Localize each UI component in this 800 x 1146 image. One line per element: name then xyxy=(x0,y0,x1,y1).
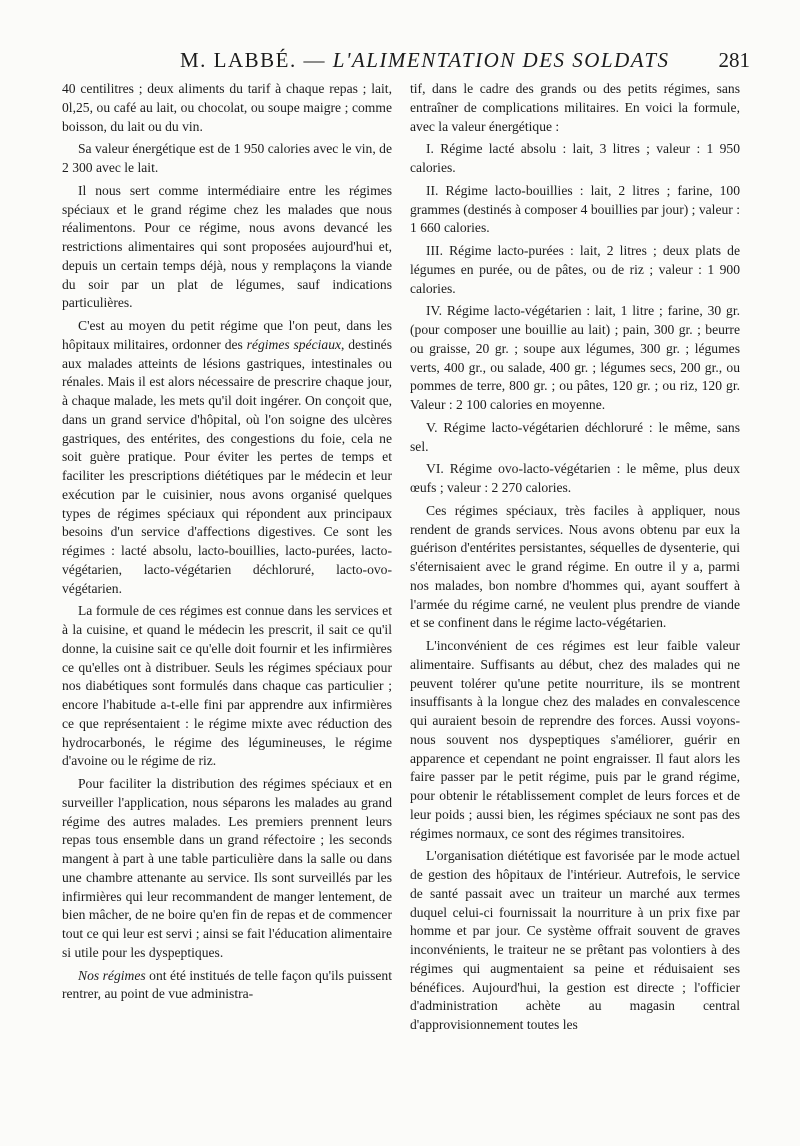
left-paragraph-1: 40 centilitres ; deux aliments du tarif à chaque repas ; lait, 0l,25, ou café au lait, ou chocolat, ou soupe maigre ; comme boisson, du lait ou du vin. xyxy=(62,81,392,134)
header-title xyxy=(180,48,670,73)
left-paragraph-4-italic: régimes spéciaux xyxy=(246,336,342,352)
left-paragraph-3: Il nous sert comme intermédiaire entre les régimes spéciaux et le grand régime chez les malades que nous réalimentons. Pour ce régime, nous avons devancé les restrictions alimentaires qui sont proposées aujourd'hui et, depuis un certain temps déjà, nous y remplaçons la viande du soir par un plat de légumes, sauf indications particulières. xyxy=(62,182,392,311)
left-column xyxy=(62,80,392,1008)
regime-item-4: IV. Régime lacto-végétarien : lait, 1 litre ; farine, 30 gr. (pour composer une bouillie au lait) ; pain, 300 gr. ; beurre ou graisse, 20 gr. ; soupe aux légumes, 300 gr. ; légumes verts, 400 gr., ou salade, 400 gr. ; légumes secs, 200 gr., ou pommes de terre, 800 gr. ; ou pâtes, 120 gr. ; ou riz, 120 gr. Valeur : 2 100 calories en moyenne. xyxy=(410,303,740,412)
right-paragraph-3: L'inconvénient de ces régimes est leur faible valeur alimentaire. Suffisants au début, chez des malades qui ne peuvent tolérer qu'une petite nourriture, ils se montrent insuffisants à la longue chez des malades en convalescence qui auraient besoin de reprendre des forces. Aussi voyons-nous souvent nos dyspeptiques s'améliorer, guérir en apparence et cependant ne point engraisser. Il faut alors les faire passer par le petit régime, puis par le grand régime, pour obtenir le rétablissement complet de leurs forces et de leur poids ; aussi bien, les régimes spéciaux ne sont pas des régimes normaux, ce sont des régimes transitoires. xyxy=(410,638,740,841)
left-paragraph-6: Pour faciliter la distribution des régimes spéciaux et en surveiller l'application, nous séparons les malades au grand régime des autres malades. Les premiers prennent leurs repas tous ensemble dans un grand réfectoire ; les seconds mangent à part à une table particulière dans la salle ou dans une chambre attenante au service. Ils sont surveillés par les infirmières qui leur recommandent de manger lentement, de bien mâcher, de ne boire qu'en fin de repas et de commencer tout ce qui leur est servi ; ainsi se fait l'éducation alimentaire si utile pour les dyspeptiques. xyxy=(62,776,392,960)
regime-item-5: V. Régime lacto-végétarien déchloruré : le même, sans sel. xyxy=(410,419,740,454)
left-paragraph-7-text: ont été institués de telle façon qu'ils puissent rentrer, au point de vue administra- xyxy=(62,967,393,1002)
left-paragraph-7 xyxy=(62,967,392,1005)
left-paragraph-4-start: C'est au moyen du petit régime que l'on peut, dans les hôpitaux militaires, ordonner des xyxy=(62,318,392,352)
right-paragraph-1: tif, dans le cadre des grands ou des petits régimes, sans entraîner de complications militaires. En voici la formule, avec la valeur énergétique : xyxy=(410,81,740,134)
page-number: 281 xyxy=(718,48,750,72)
left-paragraph-7-italic: Nos régimes xyxy=(78,967,146,983)
header-dash: — xyxy=(296,48,333,72)
left-paragraph-5: La formule de ces régimes est connue dans les services et à la cuisine, et quand le médecin les prescrit, il sait ce qu'il donne, la cuisine sait ce qu'elle doit fournir et les infirmières ce qu'elles ont à distribuer. Seuls les régimes spéciaux pour nos diabétiques sont formulés dans chaque cas particulier ; encore l'habitude a-t-elle fini par apprendre aux infirmières ce que représentaient : le régime mixte avec réduction des hydrocarbonés, le régime des légumineuses, le régime d'avoine ou le régime de riz. xyxy=(62,603,392,769)
header-journal-title: L'ALIMENTATION DES SOLDATS xyxy=(332,48,670,72)
left-paragraph-2: Sa valeur énergétique est de 1 950 calories avec le vin, de 2 300 avec le lait. xyxy=(62,141,392,175)
regime-item-3: III. Régime lacto-purées : lait, 2 litres ; deux plats de légumes en purée, ou de pâtes, ou de riz ; valeur : 1 900 calories. xyxy=(410,243,740,296)
left-paragraph-4-end: , destinés aux malades atteints de lésions gastriques, intestinales ou rénales. Mais il est alors nécessaire de prescrire chaque jour, à chaque malade, les mets qu'il doit ingérer. On conçoit que, dans un grand service d'hôpital, où l'on soigne des ulcères gastriques, des entérites, des congestions du foie, cela ne soit guère pratique. Pour éviter les pertes de temps et faciliter les prescriptions diététiques par le médecin et leur exécution par le cuisinier, nous avons organisé quelques types de régimes spéciaux qui répondent aux principaux besoins d'un service d'affections digestives. Ce sont les régimes : lacté absolu, lacto-bouillies, lacto-purées, lacto-végétarien, lacto-végétarien déchloruré, lacto-ovo-végétarien. xyxy=(62,336,393,596)
right-paragraph-4: L'organisation diététique est favorisée par le mode actuel de gestion des hôpitaux de l'intérieur. Autrefois, le service de santé passait avec un traiteur un marché aux termes duquel celui-ci fournissait la nourriture à un prix fixe par homme et par jour. Ce système offrait souvent de graves inconvénients, le traiteur ne se prêtant pas volontiers à des régimes qui augmentaient sa peine et réduisaient ses bénéfices. Aujourd'hui, la gestion est directe ; l'officier d'administration achète au magasin central d'approvisionnement toutes les xyxy=(410,848,740,1032)
running-header xyxy=(60,48,750,78)
left-paragraph-4 xyxy=(62,317,392,598)
header-author: M. LABBÉ. xyxy=(180,48,297,72)
regime-item-6: VI. Régime ovo-lacto-végétarien : le même, plus deux œufs ; valeur : 2 270 calories. xyxy=(410,461,740,495)
right-paragraph-2: Ces régimes spéciaux, très faciles à appliquer, nous rendent de grands services. Nous avons obtenu par eux la guérison d'entérites persistantes, séquelles de dysenterie, qui s'éternisaient avec le grand régime. En outre il y a, parmi nos malades, bon nombre d'hommes qui, ayant souffert à l'armée du régime carné, ne veulent plus prendre de viande et se confinent dans le régime lacto-végétarien. xyxy=(410,502,740,631)
right-column xyxy=(410,80,740,1039)
regime-item-2: II. Régime lacto-bouillies : lait, 2 litres ; farine, 100 grammes (destinés à composer 4 bouillies par jour) ; valeur : 1 660 calories. xyxy=(410,182,740,236)
regime-item-1: I. Régime lacté absolu : lait, 3 litres ; valeur : 1 950 calories. xyxy=(410,141,740,175)
